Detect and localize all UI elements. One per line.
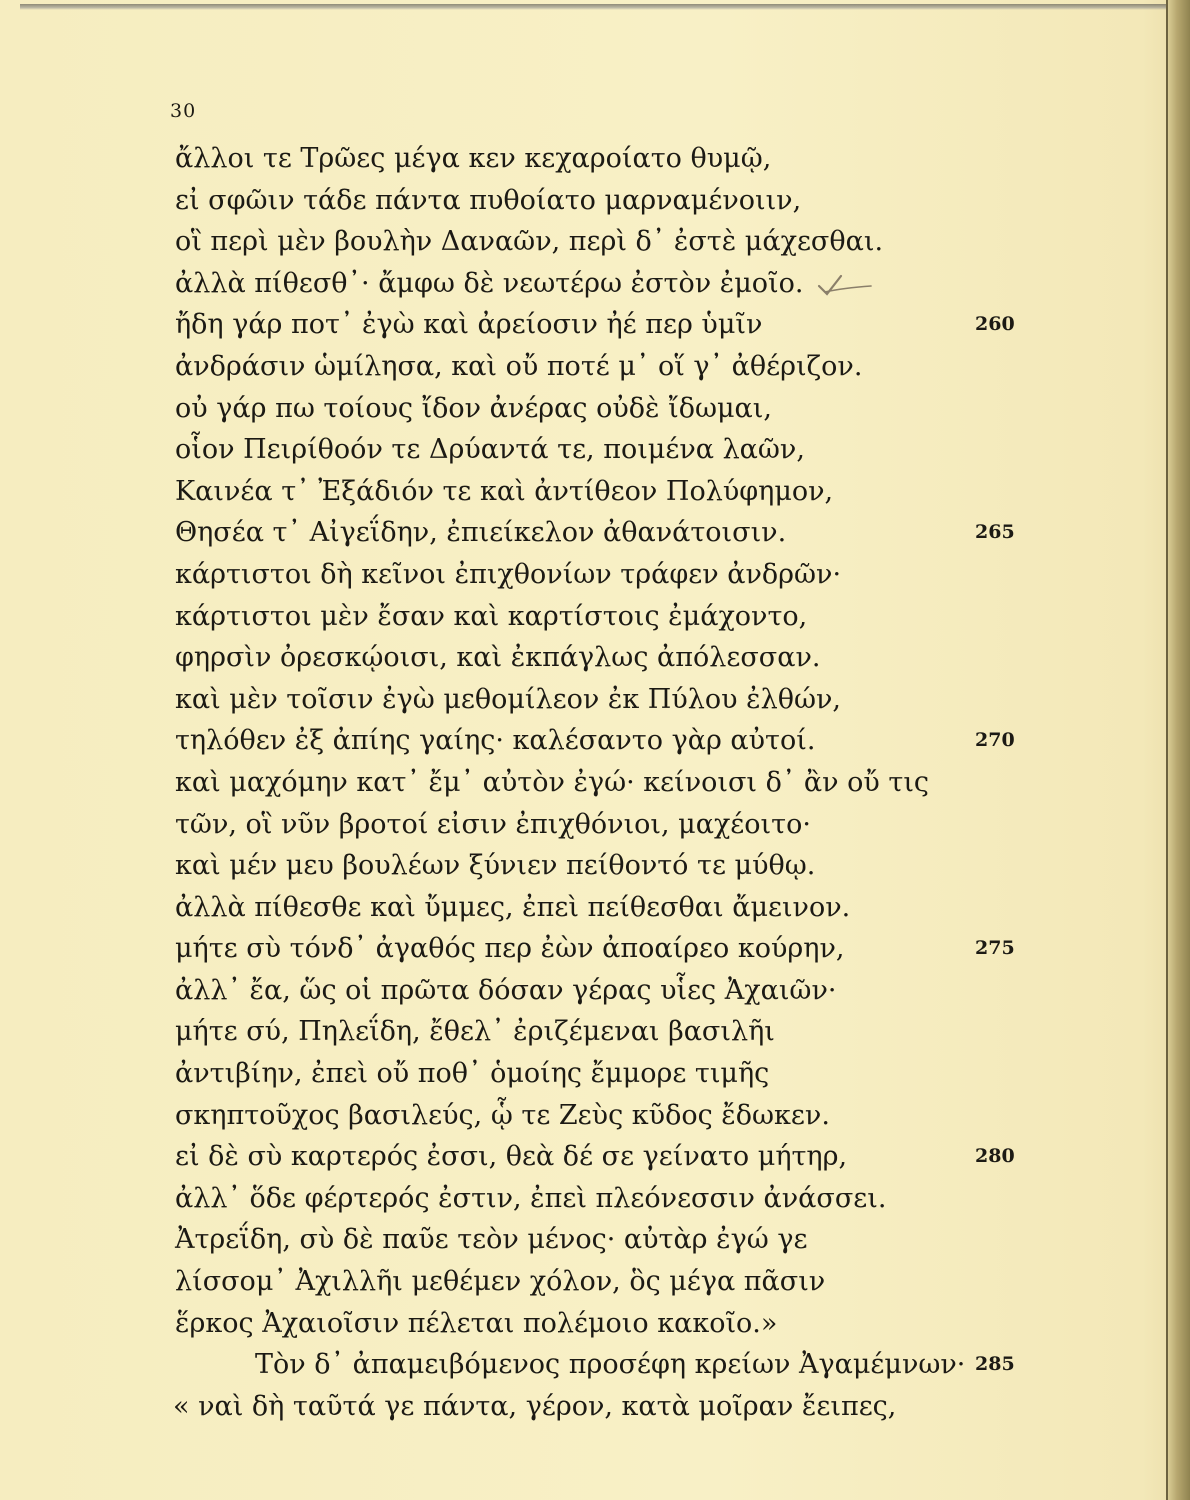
verse-line bbox=[0, 554, 1100, 596]
verse-line bbox=[0, 1219, 1100, 1261]
verse-line bbox=[0, 679, 1100, 721]
verse-text: καὶ μὲν τοῖσιν ἐγὼ μεθομίλεον ἐκ Πύλου ἐλθών, bbox=[175, 683, 841, 715]
verse-line bbox=[0, 637, 1100, 679]
verse-text: Τὸν δ᾽ ἀπαμειβόμενος προσέφη κρείων Ἀγαμέμνων· bbox=[255, 1349, 966, 1381]
verse-line bbox=[0, 304, 1100, 346]
verse-text: κάρτιστοι δὴ κεῖνοι ἐπιχθονίων τράφεν ἀνδρῶν· bbox=[175, 558, 842, 590]
verse-text: Θησέα τ᾽ Αἰγεΐδην, ἐπιείκελον ἀθανάτοισιν. bbox=[175, 517, 787, 549]
verse-text: ἀλλ᾽ ὅδε φέρτερός ἐστιν, ἐπεὶ πλεόνεσσιν ἀνάσσει. bbox=[175, 1182, 887, 1214]
verse-text: μήτε σύ, Πηλεΐδη, ἔθελ᾽ ἐριζέμεναι βασιλῆι bbox=[175, 1016, 775, 1048]
verse-line bbox=[0, 887, 1100, 929]
verse-text: ἀλλὰ πίθεσθ᾽· ἄμφω δὲ νεωτέρω ἐστὸν ἐμοῖο. bbox=[175, 267, 804, 299]
verse-text: τῶν, οἳ νῦν βροτοί εἰσιν ἐπιχθόνιοι, μαχέοιτο· bbox=[175, 808, 811, 840]
verse-text: κάρτιστοι μὲν ἔσαν καὶ καρτίστοις ἐμάχοντο, bbox=[175, 600, 808, 632]
page-top-shadow bbox=[20, 4, 1170, 10]
verse-line bbox=[0, 263, 1100, 305]
verse-line bbox=[0, 388, 1100, 430]
verse-text: εἰ δὲ σὺ καρτερός ἐσσι, θεὰ δέ σε γείνατο μήτηρ, bbox=[175, 1141, 848, 1173]
verse-text: ἀλλὰ πίθεσθε καὶ ὔμμες, ἐπεὶ πείθεσθαι ἄμεινον. bbox=[175, 891, 851, 923]
line-number: 280 bbox=[975, 1145, 1015, 1168]
verse-text: εἰ σφῶιν τάδε πάντα πυθοίατο μαρναμένοιιν, bbox=[175, 184, 802, 216]
line-number: 270 bbox=[975, 729, 1015, 752]
verse-line bbox=[0, 429, 1100, 471]
verse-line bbox=[0, 845, 1100, 887]
verse-line bbox=[0, 180, 1100, 222]
verse-text: « ναὶ δὴ ταῦτά γε πάντα, γέρον, κατὰ μοῖραν ἔειπες, bbox=[173, 1390, 897, 1422]
verse-line bbox=[0, 1303, 1100, 1345]
page-number: 30 bbox=[170, 100, 197, 122]
verse-line bbox=[0, 138, 1100, 180]
verse-text: καὶ μέν μευ βουλέων ξύνιεν πείθοντό τε μύθῳ. bbox=[175, 850, 816, 882]
line-number: 285 bbox=[975, 1353, 1015, 1376]
verse-text: ἀντιβίην, ἐπεὶ οὔ ποθ᾽ ὁμοίης ἔμμορε τιμῆς bbox=[175, 1058, 770, 1090]
verse-line bbox=[0, 346, 1100, 388]
verse-text: οἷον Πειρίθοόν τε Δρύαντά τε, ποιμένα λαῶν, bbox=[175, 434, 805, 466]
verse-line bbox=[0, 1011, 1100, 1053]
verse-line bbox=[0, 1136, 1100, 1178]
verse-text: καὶ μαχόμην κατ᾽ ἔμ᾽ αὐτὸν ἐγώ· κείνοισι δ᾽ ἂν οὔ τις bbox=[175, 766, 930, 798]
verse-line bbox=[0, 970, 1100, 1012]
book-binding-edge bbox=[1166, 0, 1190, 1500]
verse-text: Ἀτρεΐδη, σὺ δὲ παῦε τεὸν μένος· αὐτὰρ ἐγώ γε bbox=[175, 1224, 808, 1256]
verse-line bbox=[0, 1261, 1100, 1303]
line-number: 260 bbox=[975, 313, 1015, 336]
verse-text: οἳ περὶ μὲν βουλὴν Δαναῶν, περὶ δ᾽ ἐστὲ μάχεσθαι. bbox=[175, 226, 884, 258]
verse-line bbox=[0, 762, 1100, 804]
verse-block bbox=[0, 138, 1100, 1427]
verse-text: ἤδη γάρ ποτ᾽ ἐγὼ καὶ ἀρείοσιν ἠέ περ ὑμῖν bbox=[175, 309, 763, 341]
verse-line bbox=[0, 1344, 1100, 1386]
verse-text: μήτε σὺ τόνδ᾽ ἀγαθός περ ἐὼν ἀποαίρεο κούρην, bbox=[175, 933, 845, 965]
verse-text: Καινέα τ᾽ Ἐξάδιόν τε καὶ ἀντίθεον Πολύφημον, bbox=[175, 475, 834, 507]
verse-text: φηρσὶν ὀρεσκῴοισι, καὶ ἐκπάγλως ἀπόλεσσαν. bbox=[175, 642, 821, 674]
verse-line bbox=[0, 1095, 1100, 1137]
verse-line bbox=[0, 804, 1100, 846]
verse-line bbox=[0, 596, 1100, 638]
verse-line bbox=[0, 512, 1100, 554]
verse-line bbox=[0, 1178, 1100, 1220]
verse-text: ἕρκος Ἀχαιοῖσιν πέλεται πολέμοιο κακοῖο.» bbox=[175, 1307, 778, 1339]
verse-line bbox=[0, 471, 1100, 513]
verse-text: λίσσομ᾽ Ἀχιλλῆι μεθέμεν χόλον, ὃς μέγα πᾶσιν bbox=[175, 1266, 826, 1298]
verse-text: τηλόθεν ἐξ ἀπίης γαίης· καλέσαντο γὰρ αὐτοί. bbox=[175, 725, 816, 757]
verse-text: ἀλλ᾽ ἔα, ὥς οἱ πρῶτα δόσαν γέρας υἷες Ἀχαιῶν· bbox=[175, 974, 837, 1006]
verse-line bbox=[0, 1386, 1100, 1428]
verse-text: ἀνδράσιν ὡμίλησα, καὶ οὔ ποτέ μ᾽ οἵ γ᾽ ἀθέριζον. bbox=[175, 350, 863, 382]
verse-text: σκηπτοῦχος βασιλεύς, ᾧ τε Ζεὺς κῦδος ἔδωκεν. bbox=[175, 1099, 830, 1131]
verse-line bbox=[0, 720, 1100, 762]
verse-line bbox=[0, 221, 1100, 263]
verse-line bbox=[0, 1053, 1100, 1095]
line-number: 265 bbox=[975, 521, 1015, 544]
line-number: 275 bbox=[975, 937, 1015, 960]
verse-line bbox=[0, 928, 1100, 970]
verse-text: οὐ γάρ πω τοίους ἴδον ἀνέρας οὐδὲ ἴδωμαι, bbox=[175, 392, 772, 424]
verse-text: ἄλλοι τε Τρῶες μέγα κεν κεχαροίατο θυμῷ, bbox=[175, 143, 772, 174]
